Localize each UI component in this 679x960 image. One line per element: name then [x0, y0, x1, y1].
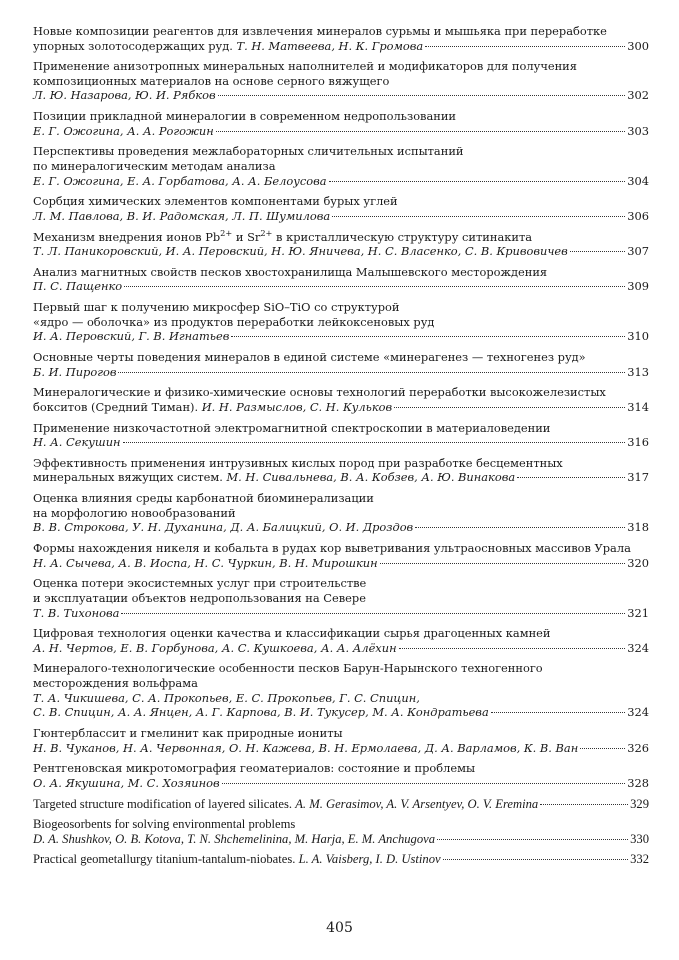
table-of-contents [33, 24, 649, 873]
dot-leader [517, 477, 625, 478]
entry-title-line: минеральных вяжущих систем. [33, 470, 223, 485]
entry-title-line: Эффективность применения интрузивных кислых пород при разработке бесцементных [33, 455, 563, 470]
dot-leader [415, 527, 625, 528]
page-number: 405 [326, 920, 353, 936]
entry-title-line: Biogeosorbents for solving environmental problems [33, 817, 296, 832]
entry-title-line: Первый шаг к получению микросфер SiO–TiO со структурой [33, 300, 400, 315]
toc-entry[interactable] [33, 227, 649, 259]
dot-leader [443, 859, 629, 860]
entry-title-line: Позиции прикладной минералогии в современном недропользовании [33, 109, 457, 124]
dot-leader [216, 131, 625, 132]
entry-title-line: Targeted structure modification of layered silicates. [33, 796, 293, 811]
dot-leader [394, 407, 625, 408]
entry-title-line: Механизм внедрения ионов $Pb^{2+}$ и $Sr^{2+}$ в кристаллическую структуру ситинакита [33, 227, 533, 244]
entry-title-line: Гюнтерблассит и гмелинит как природные иониты [33, 725, 343, 740]
dot-leader [491, 712, 626, 713]
entry-title-line: Формы нахождения никеля и кобальта в рудах кор выветривания ультраосновных массивов Урала [33, 541, 631, 556]
dot-leader [222, 783, 626, 784]
toc-entry[interactable] [33, 761, 649, 790]
dot-leader [437, 839, 628, 840]
entry-title-line: Оценка влияния среды карбонатной биоминерализации [33, 491, 374, 506]
entry-authors: Л. М. Павлова, В. И. Радомская, Л. П. Шумилова [33, 208, 331, 223]
entry-authors: И. А. Перовский, Г. В. Игнатьев [33, 329, 230, 344]
entry-authors: Б. И. Пирогов [33, 364, 117, 379]
toc-entry[interactable] [33, 194, 649, 223]
dot-leader [218, 95, 626, 96]
entry-page-number: 318 [627, 520, 649, 535]
entry-title-line: Применение анизотропных минеральных наполнителей и модификаторов для получения [33, 59, 577, 74]
dot-leader [231, 336, 625, 337]
toc-entry[interactable] [33, 852, 649, 867]
entry-page-number: 321 [627, 605, 649, 620]
entry-page-number: 324 [627, 705, 649, 720]
entry-title-line: Анализ магнитных свойств песков хвостохранилища Малышевского месторождения [33, 264, 548, 279]
entry-page-number: 300 [627, 38, 649, 53]
toc-entry[interactable] [33, 661, 649, 719]
dot-leader [124, 286, 625, 287]
toc-entry[interactable] [33, 59, 649, 103]
toc-entry[interactable] [33, 265, 649, 294]
toc-entry[interactable] [33, 385, 649, 414]
entry-page-number: 317 [627, 470, 649, 485]
toc-entry[interactable] [33, 144, 649, 188]
entry-title-line: Минералогические и физико-химические основы технологий переработки высокожелезистых [33, 385, 606, 400]
dot-leader [570, 251, 625, 252]
entry-title-line: «ядро — оболочка» из продуктов переработки лейкоксеновых руд [33, 314, 435, 329]
entry-page-number: 309 [627, 279, 649, 294]
entry-title-line: Новые композиции реагентов для извлечения минералов сурьмы и мышьяка при переработке [33, 24, 607, 38]
entry-authors: Л. Ю. Назарова, Ю. И. Рябков [33, 88, 216, 103]
entry-page-number: 302 [627, 88, 649, 103]
toc-entry[interactable] [33, 350, 649, 379]
entry-title-line: упорных золотосодержащих руд. [33, 38, 233, 53]
dot-leader [329, 181, 626, 182]
entry-title-line: Минералого-технологические особенности песков Барун-Нарынского техногенного [33, 661, 543, 676]
toc-entry[interactable] [33, 576, 649, 620]
entry-title-line: композиционных материалов на основе серного вяжущего [33, 73, 390, 88]
entry-title-line: Т. А. Чикишева, С. А. Прокопьев, Е. С. Прокопьев, Г. С. Спицин, [33, 690, 420, 705]
dot-leader [425, 46, 625, 47]
entry-page-number: 316 [627, 435, 649, 450]
toc-entry[interactable] [33, 541, 649, 570]
entry-authors: Е. Г. Ожогина, Е. А. Горбатова, А. А. Белоусова [33, 173, 327, 188]
entry-page-number: 314 [627, 399, 649, 414]
entry-title-line: Применение низкочастотной электромагнитной спектроскопии в материаловедении [33, 420, 551, 435]
entry-title-line: Рентгеновская микротомография геоматериалов: состояние и проблемы [33, 761, 476, 776]
entry-authors: Т. Л. Паникоровский, И. А. Перовский, Н. Ю. Яничева, Н. С. Власенко, С. В. Кривовичев [33, 244, 568, 259]
entry-authors: A. M. Gerasimov, A. V. Arsentyev, O. V. Eremina [295, 796, 539, 811]
dot-leader [332, 216, 625, 217]
toc-entry[interactable] [33, 24, 649, 53]
entry-page-number: 330 [630, 831, 649, 846]
entry-title-line: и эксплуатации объектов недропользования на Севере [33, 590, 366, 605]
dot-leader [399, 648, 626, 649]
entry-page-number: 320 [627, 555, 649, 570]
entry-authors: П. С. Пащенко [33, 279, 123, 294]
entry-authors: А. Н. Чертов, Е. В. Горбунова, А. С. Кушкоева, А. А. Алёхин [33, 640, 397, 655]
entry-authors: О. А. Якушина, М. С. Хозяинов [33, 775, 220, 790]
toc-entry[interactable] [33, 109, 649, 138]
entry-authors: С. В. Спицин, А. А. Янцен, А. Г. Карпова, В. И. Тукусер, М. А. Кондратьева [33, 705, 489, 720]
entry-page-number: 329 [630, 796, 649, 811]
entry-page-number: 313 [627, 364, 649, 379]
dot-leader [580, 748, 625, 749]
toc-entry[interactable] [33, 300, 649, 344]
entry-authors: Н. А. Сычева, А. В. Иоспа, Н. С. Чуркин, В. Н. Мирошкин [33, 555, 378, 570]
toc-entry[interactable] [33, 797, 649, 812]
entry-page-number: 310 [627, 329, 649, 344]
entry-title-line: на морфологию новообразований [33, 505, 236, 520]
entry-title-line: по минералогическим методам анализа [33, 159, 276, 174]
toc-entry[interactable] [33, 456, 649, 485]
entry-page-number: 307 [627, 244, 649, 259]
entry-authors: Т. Н. Матвеева, Н. К. Громова [236, 38, 424, 53]
entry-title-line: Основные черты поведения минералов в единой системе «минерагенез — техногенез руд» [33, 350, 586, 365]
dot-leader [123, 442, 626, 443]
dot-leader [380, 563, 626, 564]
toc-entry[interactable] [33, 817, 649, 846]
entry-title-line: месторождения вольфрама [33, 676, 198, 691]
entry-page-number: 304 [627, 173, 649, 188]
entry-authors: Т. В. Тихонова [33, 605, 120, 620]
entry-authors: Е. Г. Ожогина, А. А. Рогожин [33, 123, 214, 138]
toc-entry[interactable] [33, 491, 649, 535]
entry-authors: Н. А. Секушин [33, 435, 121, 450]
entry-title-line: Сорбция химических элементов компонентами бурых углей [33, 194, 398, 209]
toc-entry[interactable] [33, 626, 649, 655]
entry-page-number: 324 [627, 640, 649, 655]
entry-page-number: 332 [630, 852, 649, 867]
toc-entry[interactable] [33, 421, 649, 450]
entry-title-line: бокситов (Средний Тиман). [33, 399, 199, 414]
entry-authors: И. Н. Размыслов, С. Н. Кульков [201, 399, 393, 414]
dot-leader [118, 372, 625, 373]
entry-authors: В. В. Строкова, У. Н. Духанина, Д. А. Балицкий, О. И. Дроздов [33, 520, 414, 535]
entry-authors: L. A. Vaisberg, I. D. Ustinov [298, 852, 441, 867]
entry-title-line: Перспективы проведения межлабораторных сличительных испытаний [33, 144, 464, 159]
entry-page-number: 328 [627, 775, 649, 790]
entry-page-number: 326 [627, 740, 649, 755]
entry-title-line: Оценка потери экосистемных услуг при строительстве [33, 576, 367, 591]
entry-title-line: Practical geometallurgy titanium-tantalum-niobates. [33, 852, 296, 867]
entry-authors: М. Н. Сивальнева, В. А. Кобзев, А. Ю. Винакова [226, 470, 516, 485]
entry-authors: D. A. Shushkov, O. B. Kotova, T. N. Shchemelinina, M. Harja, E. M. Anchugova [33, 831, 436, 846]
dot-leader [540, 804, 628, 805]
entry-page-number: 303 [627, 123, 649, 138]
entry-title-line: Цифровая технология оценки качества и классификации сырья драгоценных камней [33, 626, 551, 641]
dot-leader [121, 613, 625, 614]
toc-entry[interactable] [33, 726, 649, 755]
entry-page-number: 306 [627, 208, 649, 223]
entry-authors: Н. В. Чуканов, Н. А. Червонная, О. Н. Кажева, В. Н. Ермолаева, Д. А. Варламов, К. В. Ван [33, 740, 579, 755]
